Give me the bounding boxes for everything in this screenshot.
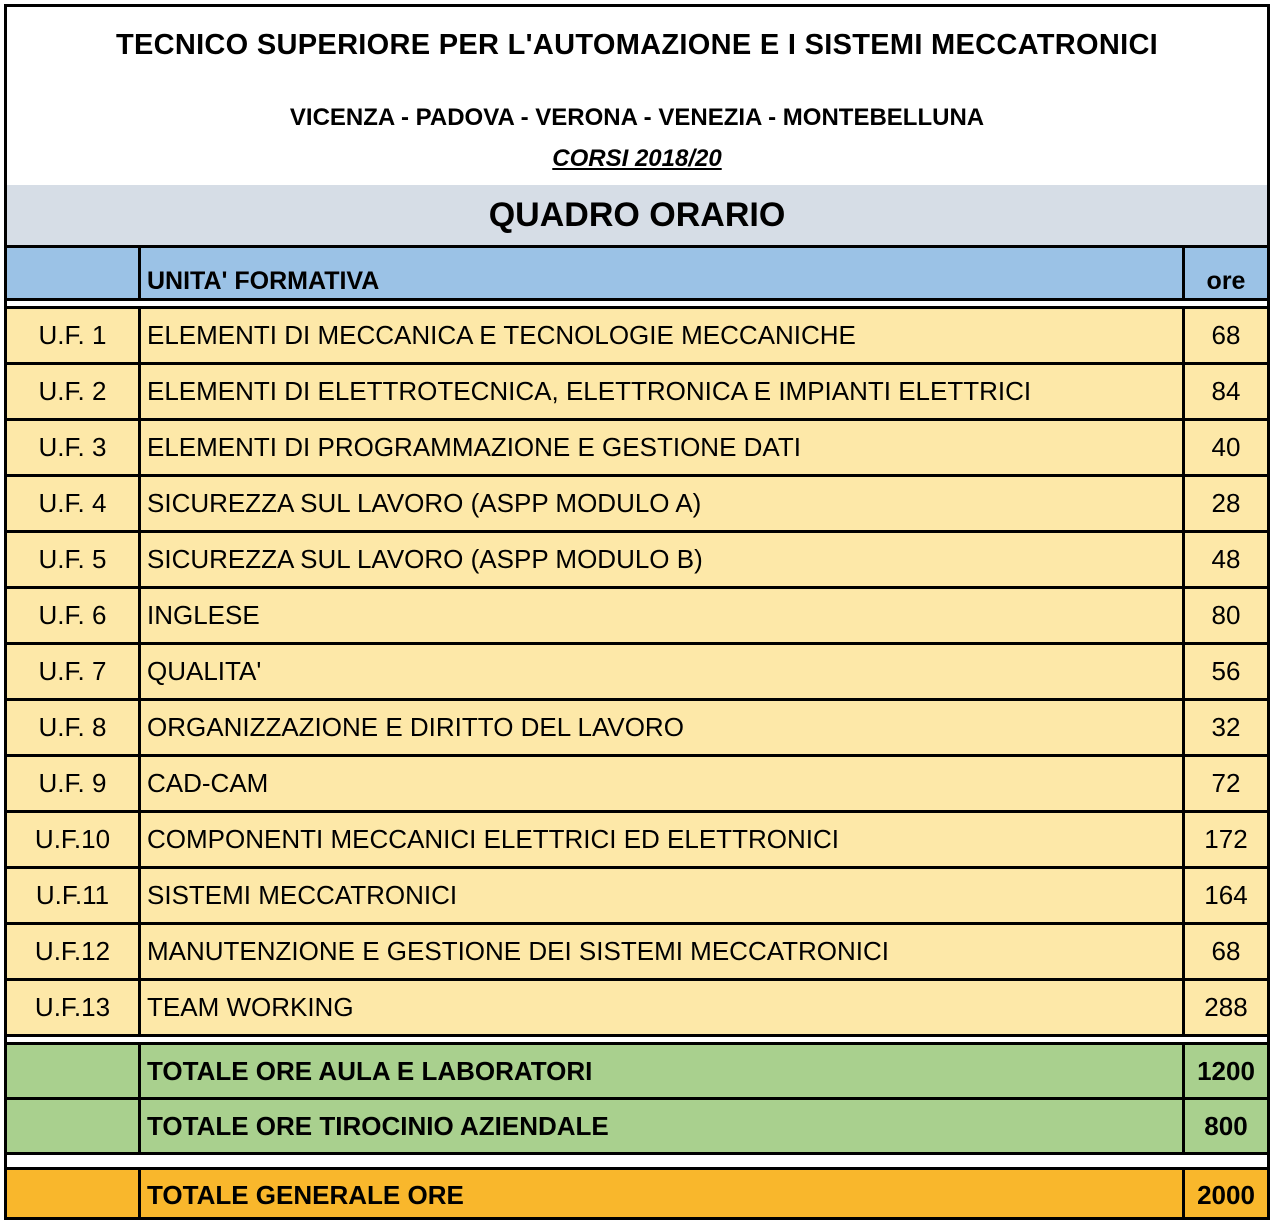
table-row: [7, 868, 1267, 924]
unit-hours: 28: [1184, 476, 1268, 532]
unit-name: ELEMENTI DI MECCANICA E TECNOLOGIE MECCANICHE: [140, 308, 1184, 364]
totals-hours: 1200: [1184, 1044, 1268, 1099]
unit-name: ORGANIZZAZIONE E DIRITTO DEL LAVORO: [140, 700, 1184, 756]
table-row: [7, 644, 1267, 700]
unit-name: MANUTENZIONE E GESTIONE DEI SISTEMI MECCATRONICI: [140, 924, 1184, 980]
column-header-row: [7, 248, 1267, 301]
totals-hours: 800: [1184, 1099, 1268, 1154]
unit-name: TEAM WORKING: [140, 980, 1184, 1036]
grand-total-label: TOTALE GENERALE ORE: [140, 1169, 1184, 1221]
unit-name: COMPONENTI MECCANICI ELETTRICI ED ELETTRONICI: [140, 812, 1184, 868]
unit-hours: 68: [1184, 308, 1268, 364]
unit-code: U.F.12: [7, 924, 140, 980]
unit-hours: 56: [1184, 644, 1268, 700]
course-title: TECNICO SUPERIORE PER L'AUTOMAZIONE E I SISTEMI MECCATRONICI: [115, 29, 1159, 61]
document-frame: [4, 4, 1270, 1220]
table-row: [7, 756, 1267, 812]
unit-code: U.F.10: [7, 812, 140, 868]
table-row: [7, 476, 1267, 532]
unit-hours: 68: [1184, 924, 1268, 980]
unit-hours: 40: [1184, 420, 1268, 476]
table-row: [7, 364, 1267, 420]
unit-name: ELEMENTI DI PROGRAMMAZIONE E GESTIONE DATI: [140, 420, 1184, 476]
table-row: [7, 980, 1267, 1036]
table-row: [7, 308, 1267, 364]
unit-code: U.F. 4: [7, 476, 140, 532]
section-title-band: [7, 185, 1267, 248]
grand-total-hours: 2000: [1184, 1169, 1268, 1221]
table-row: [7, 812, 1267, 868]
totals-table: [7, 1042, 1267, 1155]
table-row: [7, 924, 1267, 980]
unit-code: U.F. 2: [7, 364, 140, 420]
course-years: CORSI 2018/20: [552, 145, 722, 172]
unit-name: ELEMENTI DI ELETTROTECNICA, ELETTRONICA E IMPIANTI ELETTRICI: [140, 364, 1184, 420]
unit-name: SICUREZZA SUL LAVORO (ASPP MODULO B): [140, 532, 1184, 588]
totals-row: [7, 1044, 1267, 1099]
unit-code: U.F.11: [7, 868, 140, 924]
unit-code: U.F. 1: [7, 308, 140, 364]
code-column-header: [7, 248, 140, 300]
unit-code: U.F. 5: [7, 532, 140, 588]
units-table: [7, 306, 1267, 1037]
unit-name: QUALITA': [140, 644, 1184, 700]
unit-hours: 72: [1184, 756, 1268, 812]
grand-total-code-cell: [7, 1169, 140, 1221]
unit-code: U.F. 8: [7, 700, 140, 756]
unit-code: U.F.13: [7, 980, 140, 1036]
section-title: QUADRO ORARIO: [488, 196, 786, 234]
totals-code-cell: [7, 1044, 140, 1099]
hours-column-header: ore: [1184, 248, 1268, 300]
grand-total-table: [7, 1167, 1267, 1220]
unit-code: U.F. 7: [7, 644, 140, 700]
unit-hours: 164: [1184, 868, 1268, 924]
unit-name: INGLESE: [140, 588, 1184, 644]
table-row: [7, 588, 1267, 644]
table-row: [7, 700, 1267, 756]
unit-hours: 84: [1184, 364, 1268, 420]
totals-label: TOTALE ORE AULA E LABORATORI: [140, 1044, 1184, 1099]
unit-hours: 80: [1184, 588, 1268, 644]
unit-hours: 32: [1184, 700, 1268, 756]
grand-total-row: [7, 1169, 1267, 1221]
unit-column-header: UNITA' FORMATIVA: [140, 248, 1184, 300]
unit-hours: 172: [1184, 812, 1268, 868]
unit-hours: 288: [1184, 980, 1268, 1036]
unit-name: CAD-CAM: [140, 756, 1184, 812]
table-row: [7, 420, 1267, 476]
totals-row: [7, 1099, 1267, 1154]
course-cities: VICENZA - PADOVA - VERONA - VENEZIA - MONTEBELLUNA: [289, 104, 985, 131]
totals-code-cell: [7, 1099, 140, 1154]
unit-code: U.F. 3: [7, 420, 140, 476]
document-header: [7, 7, 1267, 185]
unit-name: SICUREZZA SUL LAVORO (ASPP MODULO A): [140, 476, 1184, 532]
unit-hours: 48: [1184, 532, 1268, 588]
unit-code: U.F. 9: [7, 756, 140, 812]
table-row: [7, 532, 1267, 588]
totals-label: TOTALE ORE TIROCINIO AZIENDALE: [140, 1099, 1184, 1154]
unit-code: U.F. 6: [7, 588, 140, 644]
unit-name: SISTEMI MECCATRONICI: [140, 868, 1184, 924]
